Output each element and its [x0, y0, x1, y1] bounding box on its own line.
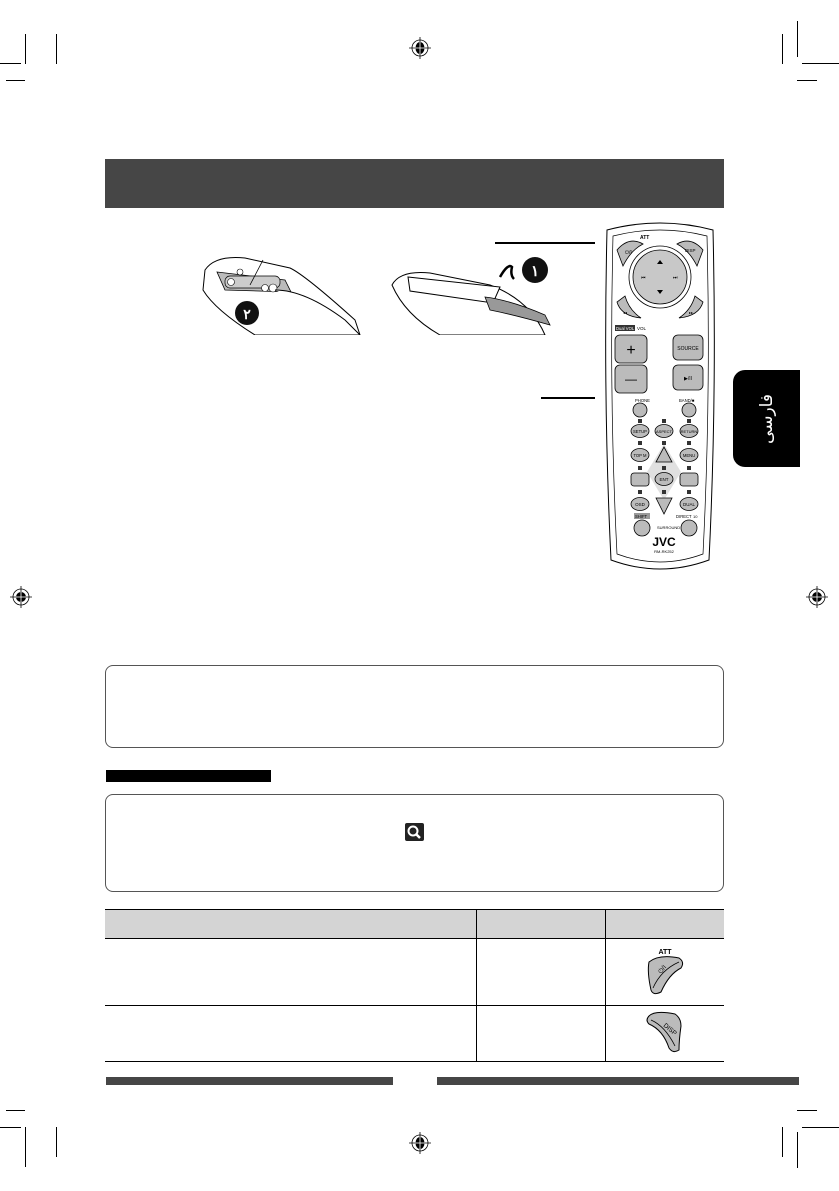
dual-vol-label: Dual VOL	[616, 326, 635, 331]
disp-button-icon	[635, 1006, 695, 1056]
menu-label: MENU	[682, 453, 696, 458]
disp-label: DISP	[661, 1022, 678, 1038]
crop-mark	[797, 1110, 817, 1111]
crop-mark	[6, 1110, 25, 1111]
att-label: ATT	[658, 948, 672, 956]
crop-mark	[797, 21, 798, 57]
vol-label: VOL	[637, 326, 647, 331]
registration-mark-icon	[10, 586, 32, 608]
crop-mark	[56, 34, 57, 64]
surround-label: SURROUND	[657, 525, 681, 530]
play-pause-label: ▶/II	[683, 376, 693, 382]
step-badge: ١	[530, 263, 540, 280]
crop-mark	[6, 80, 25, 81]
table-header-row	[105, 910, 724, 939]
direct-tag: 10	[693, 514, 698, 519]
disp-label: DISP	[685, 248, 696, 253]
table-cell-button	[606, 939, 725, 1006]
next-label: ⏭	[673, 275, 678, 281]
registration-mark-icon	[806, 586, 828, 608]
crop-mark	[25, 34, 26, 64]
crop-mark	[0, 1127, 21, 1128]
phone-label: PHONE	[635, 398, 650, 403]
callout-leader-line	[541, 397, 595, 399]
top-menu-label: TOP M	[633, 453, 647, 458]
crop-mark	[0, 63, 21, 64]
shift-label: SHIFT	[635, 514, 648, 519]
att-label: ATT	[640, 235, 650, 241]
crop-mark	[782, 1127, 783, 1157]
volume-down-label: —	[625, 372, 637, 386]
table-cell	[477, 1006, 606, 1062]
right-button	[680, 473, 698, 486]
registration-mark-icon	[409, 37, 431, 59]
power-label: ⏻/I	[625, 250, 632, 256]
table-row	[105, 1006, 724, 1062]
crop-mark	[56, 1127, 57, 1157]
power-att-button-icon	[635, 940, 695, 1000]
table-cell	[105, 939, 477, 1006]
aspect-label: ASPECT	[655, 429, 673, 434]
power-label: ⏻/I	[657, 963, 669, 975]
crop-mark	[25, 1127, 26, 1167]
subsection-header-bar	[106, 770, 271, 782]
button-function-table	[105, 909, 724, 1062]
brand-logo: JVC	[652, 535, 676, 549]
band-button	[682, 403, 696, 417]
enter-label: ENT	[659, 477, 669, 482]
footer-bar-right	[437, 1077, 799, 1085]
callout-leader-line	[495, 242, 595, 244]
step-badge: ٢	[243, 306, 251, 322]
ff-label: ▸▸	[689, 310, 694, 315]
language-tab	[733, 370, 800, 467]
table-header-cell	[477, 910, 606, 939]
crop-mark	[797, 1132, 798, 1168]
tip-box	[105, 794, 724, 892]
phone-button	[633, 403, 647, 417]
return-label: RETURN	[680, 429, 698, 434]
language-tab-label: فارسی	[756, 393, 777, 444]
registration-mark-icon	[409, 1132, 431, 1154]
direct-button	[681, 520, 697, 536]
table-cell	[105, 1006, 477, 1062]
table-header-cell	[105, 910, 477, 939]
shift-button	[634, 520, 650, 536]
source-label: SOURCE	[677, 346, 699, 352]
rewind-label: ◂◂	[623, 310, 628, 315]
osd-label: OSD	[635, 502, 645, 507]
setup-label: SETUP	[633, 429, 647, 434]
footer-bar-left	[106, 1077, 393, 1085]
crop-mark	[802, 63, 839, 64]
note-box	[105, 665, 724, 748]
table-row	[105, 939, 724, 1006]
left-button	[631, 473, 649, 486]
remote-control-illustration	[601, 222, 719, 574]
table-header-cell	[606, 910, 725, 939]
model-number: RM-RK252	[654, 549, 674, 554]
section-header-bar	[105, 159, 724, 208]
table-cell-button	[606, 1006, 725, 1062]
band-label: BAND/■	[679, 398, 695, 403]
volume-up-label: +	[626, 342, 636, 359]
table-cell	[477, 939, 606, 1006]
battery-cover-illustration	[390, 255, 565, 335]
dual-label: DUAL	[682, 502, 696, 507]
battery-insert-illustration	[195, 250, 365, 335]
magnifier-icon	[405, 823, 424, 841]
crop-mark	[802, 1127, 839, 1128]
crop-mark	[797, 80, 817, 81]
crop-mark	[782, 34, 783, 64]
prev-label: ⏮	[641, 275, 646, 281]
direct-label: DIRECT	[676, 514, 692, 519]
